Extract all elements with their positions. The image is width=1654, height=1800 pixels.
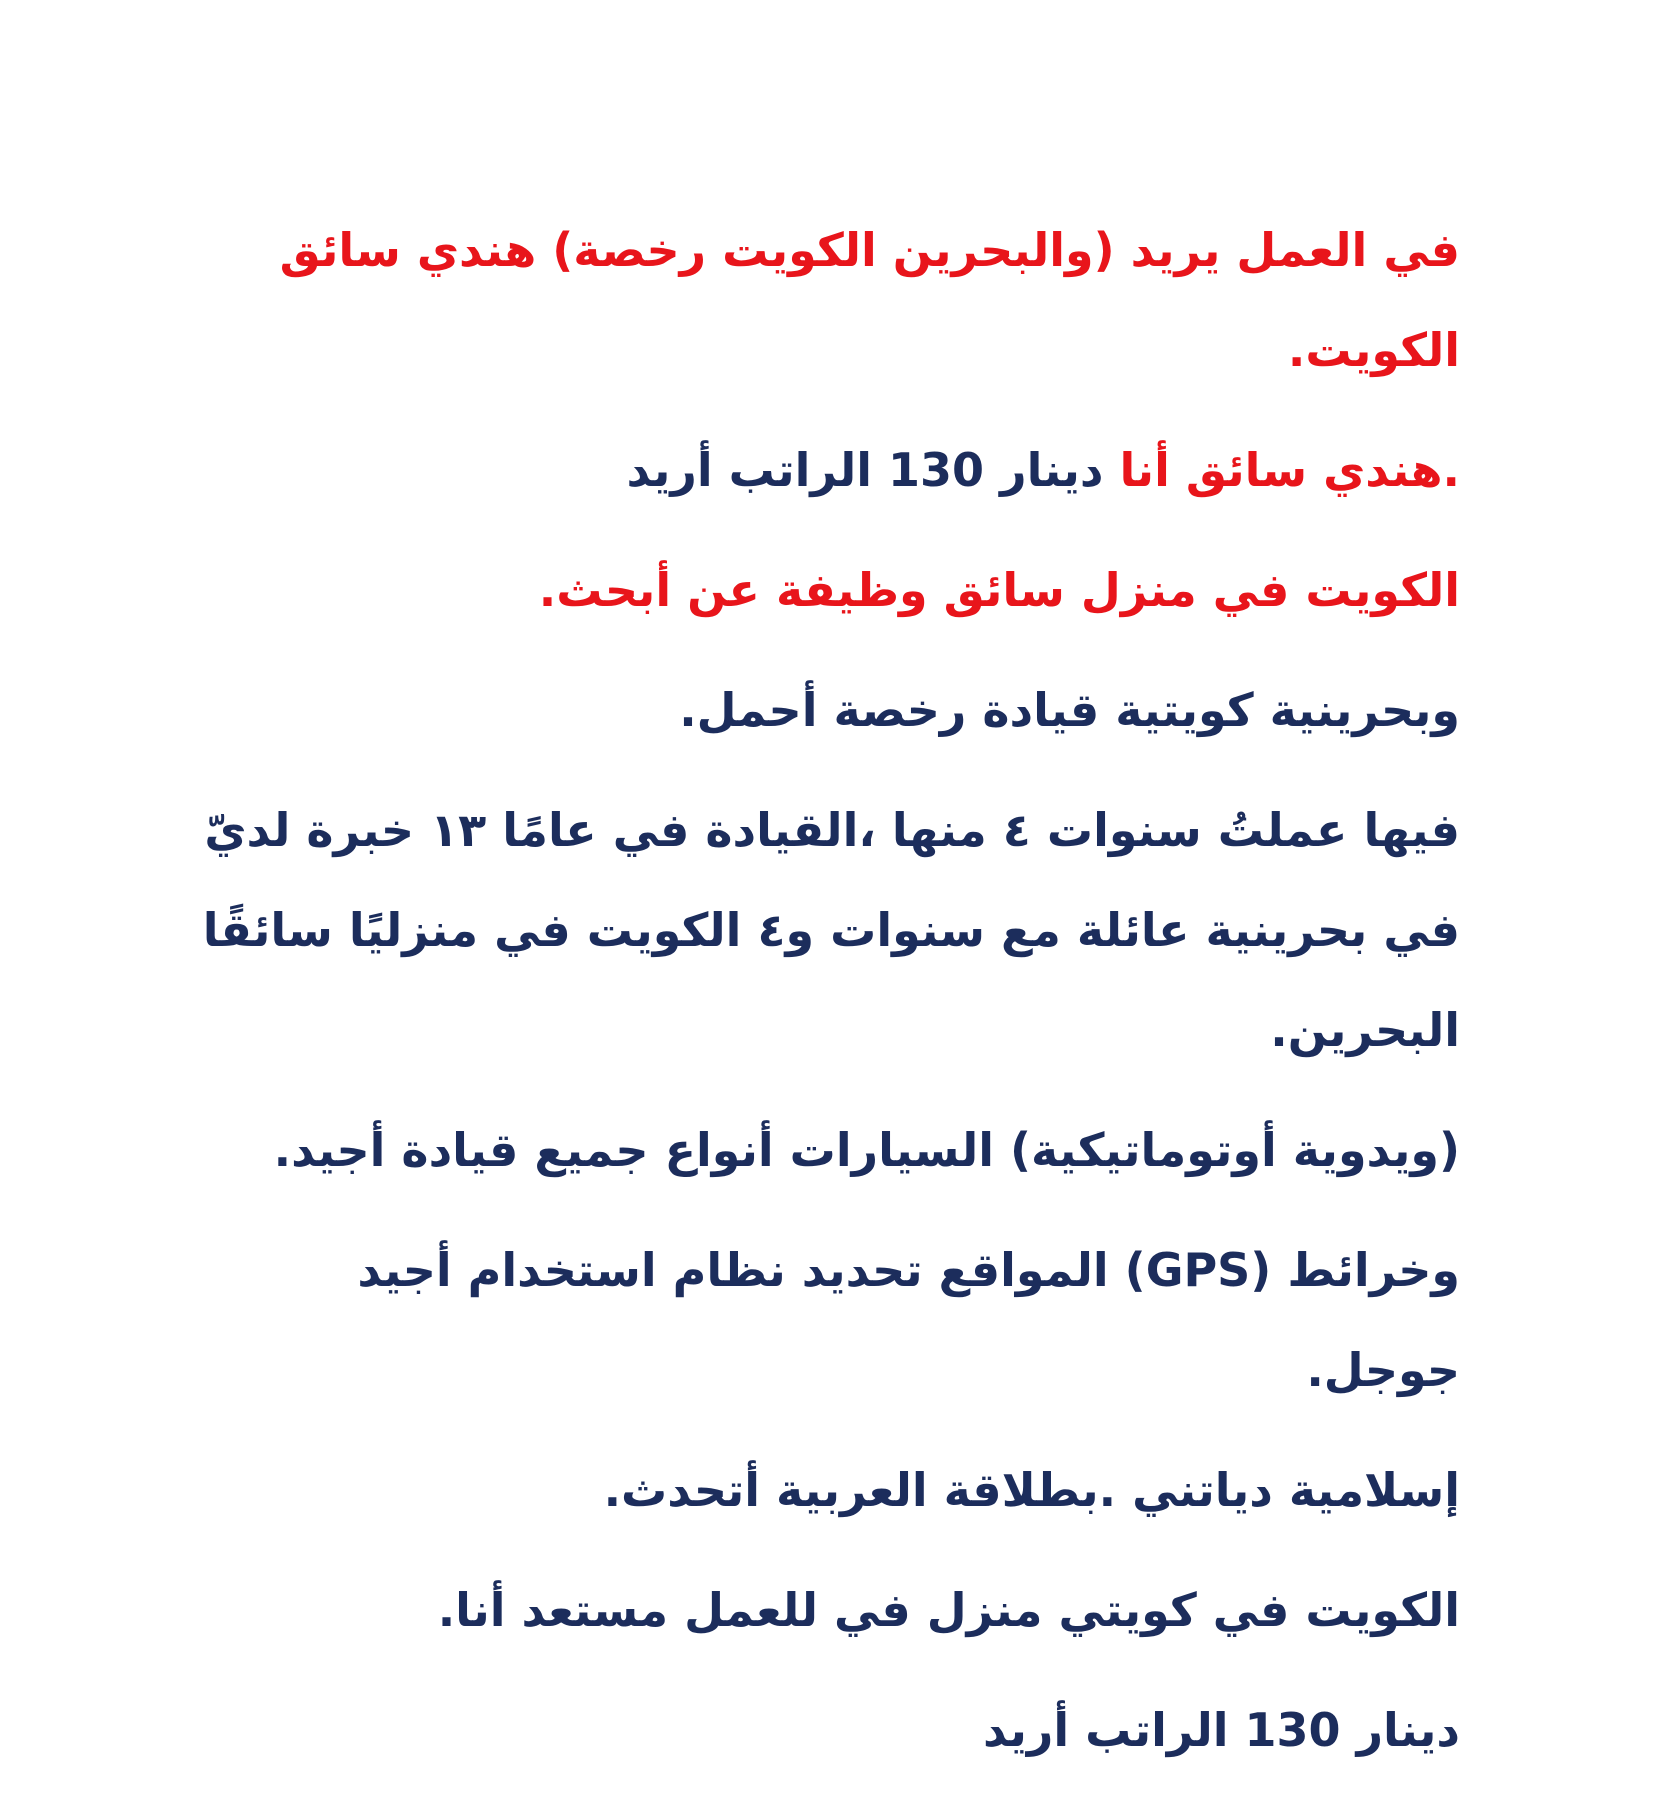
text-line: جوجل. [1306,1343,1460,1397]
paragraph-car-types [200,1100,1460,1200]
text-line: الكويت في منزل سائق وظيفة عن أبحث. [538,563,1460,617]
document-body [200,200,1460,1800]
text-line: وخرائط (GPS) المواقع تحديد نظام استخدام أجيد [357,1243,1460,1297]
text-line: إسلامية دياتني .بطلاقة العربية أتحدث. [603,1463,1460,1517]
text-line: الكويت في كويتي منزل في للعمل مستعد أنا. [437,1583,1460,1637]
salary-text: دينار 130 الراتب أريد [626,443,1104,497]
text-line: في بحرينية عائلة مع سنوات و٤ الكويت في منزليًا سائقًا [202,903,1460,957]
text-line: البحرين. [1270,1003,1460,1057]
text-line: وبحرينية كويتية قيادة رخصة أحمل. [679,683,1460,737]
paragraph-gps-skills [200,1220,1460,1420]
paragraph-license [200,660,1460,760]
text-line: دينار 130 الراتب أريد [983,1703,1460,1757]
paragraph-request-heading [200,200,1460,400]
text-line: الكويت. [1287,323,1460,377]
text-line: فيها عملتُ سنوات ٤ منها ،القيادة في عامًا ١٣ خبرة لديّ [204,803,1460,857]
paragraph-language-religion [200,1440,1460,1540]
paragraph-job-search [200,540,1460,640]
text-line: في العمل يريد (والبحرين الكويت رخصة) هندي سائق [279,223,1460,277]
highlight-text: .هندي سائق أنا [1119,443,1460,497]
paragraph-availability [200,1560,1460,1660]
paragraph-salary-final [200,1680,1460,1780]
paragraph-salary-intro [200,420,1460,520]
paragraph-experience [200,780,1460,1080]
text-line: (ويدوية أوتوماتيكية) السيارات أنواع جميع قيادة أجيد. [273,1123,1460,1177]
